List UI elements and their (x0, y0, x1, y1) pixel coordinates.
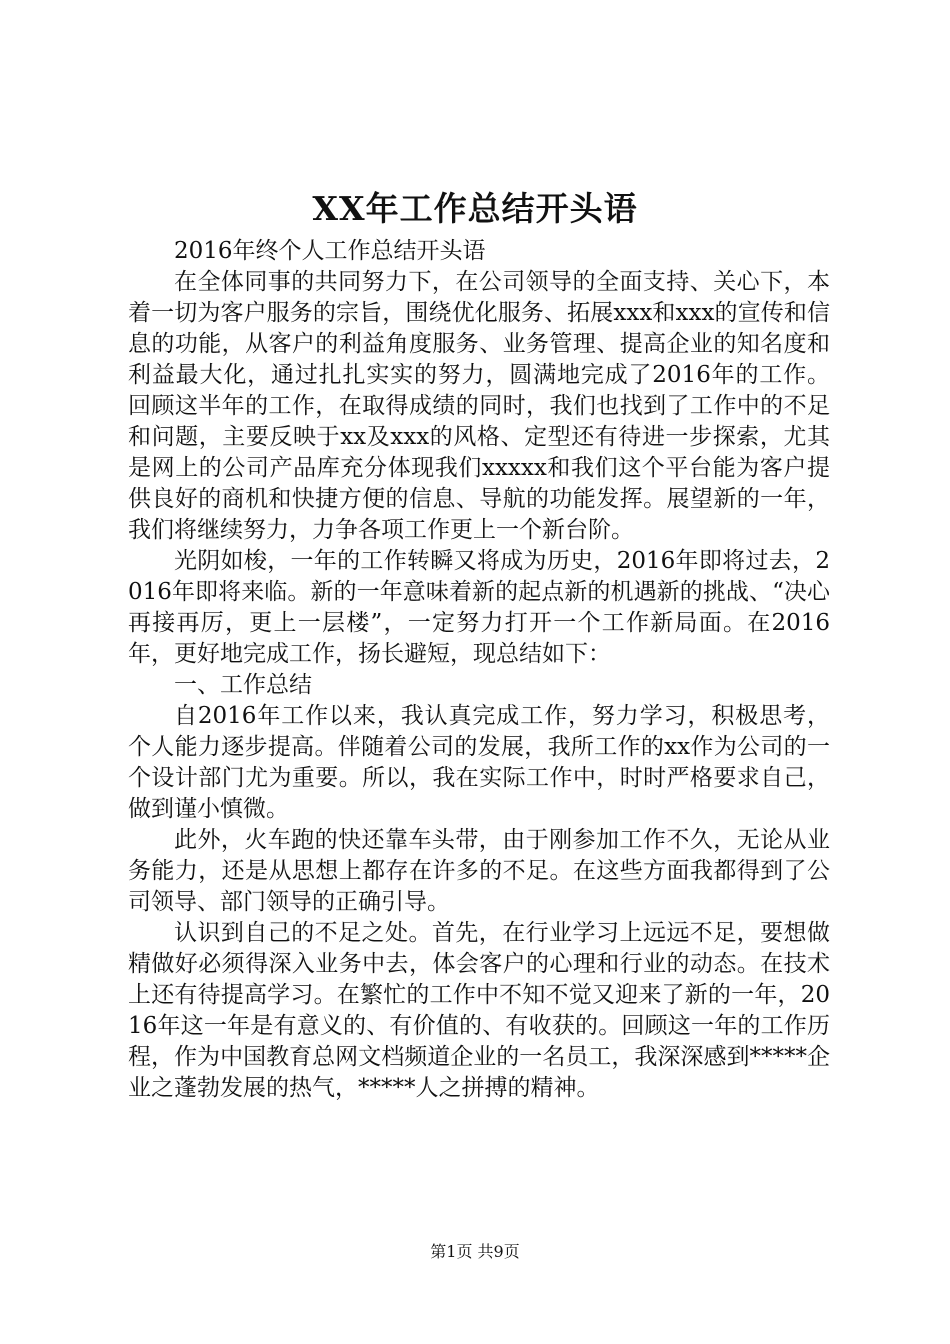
paragraph-shortcomings: 此外，火车跑的快还靠车头带，由于刚参加工作不久，无论从业务能力，还是从思想上都存在许多的不足。在这些方面我都得到了公司领导、部门领导的正确引导。 (128, 827, 830, 915)
document-title: XX年工作总结开头语 (312, 189, 638, 228)
paragraph-self-awareness: 认识到自己的不足之处。首先，在行业学习上远远不足，要想做精做好必须得深入业务中去，体会客户的心理和行业的动态。在技术上还有待提高学习。在繁忙的工作中不知不觉又迎来了新的一年，2016年这一年是有意义的、有价值的、有收获的。回顾这一年的工作历程，作为中国教育总网文档频道企业的一名员工，我深深感到*****企业之蓬勃发展的热气，*****人之拼搏的精神。 (128, 920, 830, 1101)
document-body (128, 236, 830, 1104)
paragraph-subtitle: 2016年终个人工作总结开头语 (174, 238, 486, 264)
paragraph-outlook: 光阴如梭，一年的工作转瞬又将成为历史，2016年即将过去，2016年即将来临。新的一年意味着新的起点新的机遇新的挑战、“决心再接再厉，更上一层楼”，一定努力打开一个工作新局面。在2016年，更好地完成工作，扬长避短，现总结如下： (128, 548, 830, 667)
page-indicator: 第1页 共9页 (430, 1242, 520, 1261)
section-heading-work-summary: 一、工作总结 (174, 672, 312, 698)
paragraph-intro: 在全体同事的共同努力下，在公司领导的全面支持、关心下，本着一切为客户服务的宗旨，围绕优化服务、拓展xxx和xxx的宣传和信息的功能，从客户的利益角度服务、业务管理、提高企业的知名度和利益最大化，通过扎扎实实的努力，圆满地完成了2016年的工作。回顾这半年的工作，在取得成绩的同时，我们也找到了工作中的不足和问题，主要反映于xx及xxx的风格、定型还有待进一步探索，尤其是网上的公司产品库充分体现我们xxxxx和我们这个平台能为客户提供良好的商机和快捷方便的信息、导航的功能发挥。展望新的一年，我们将继续努力，力争各项工作更上一个新台阶。 (128, 269, 830, 543)
paragraph-work-since: 自2016年工作以来，我认真完成工作，努力学习，积极思考，个人能力逐步提高。伴随着公司的发展，我所工作的xx作为公司的一个设计部门尤为重要。所以，我在实际工作中，时时严格要求自己，做到谨小慎微。 (128, 703, 830, 822)
